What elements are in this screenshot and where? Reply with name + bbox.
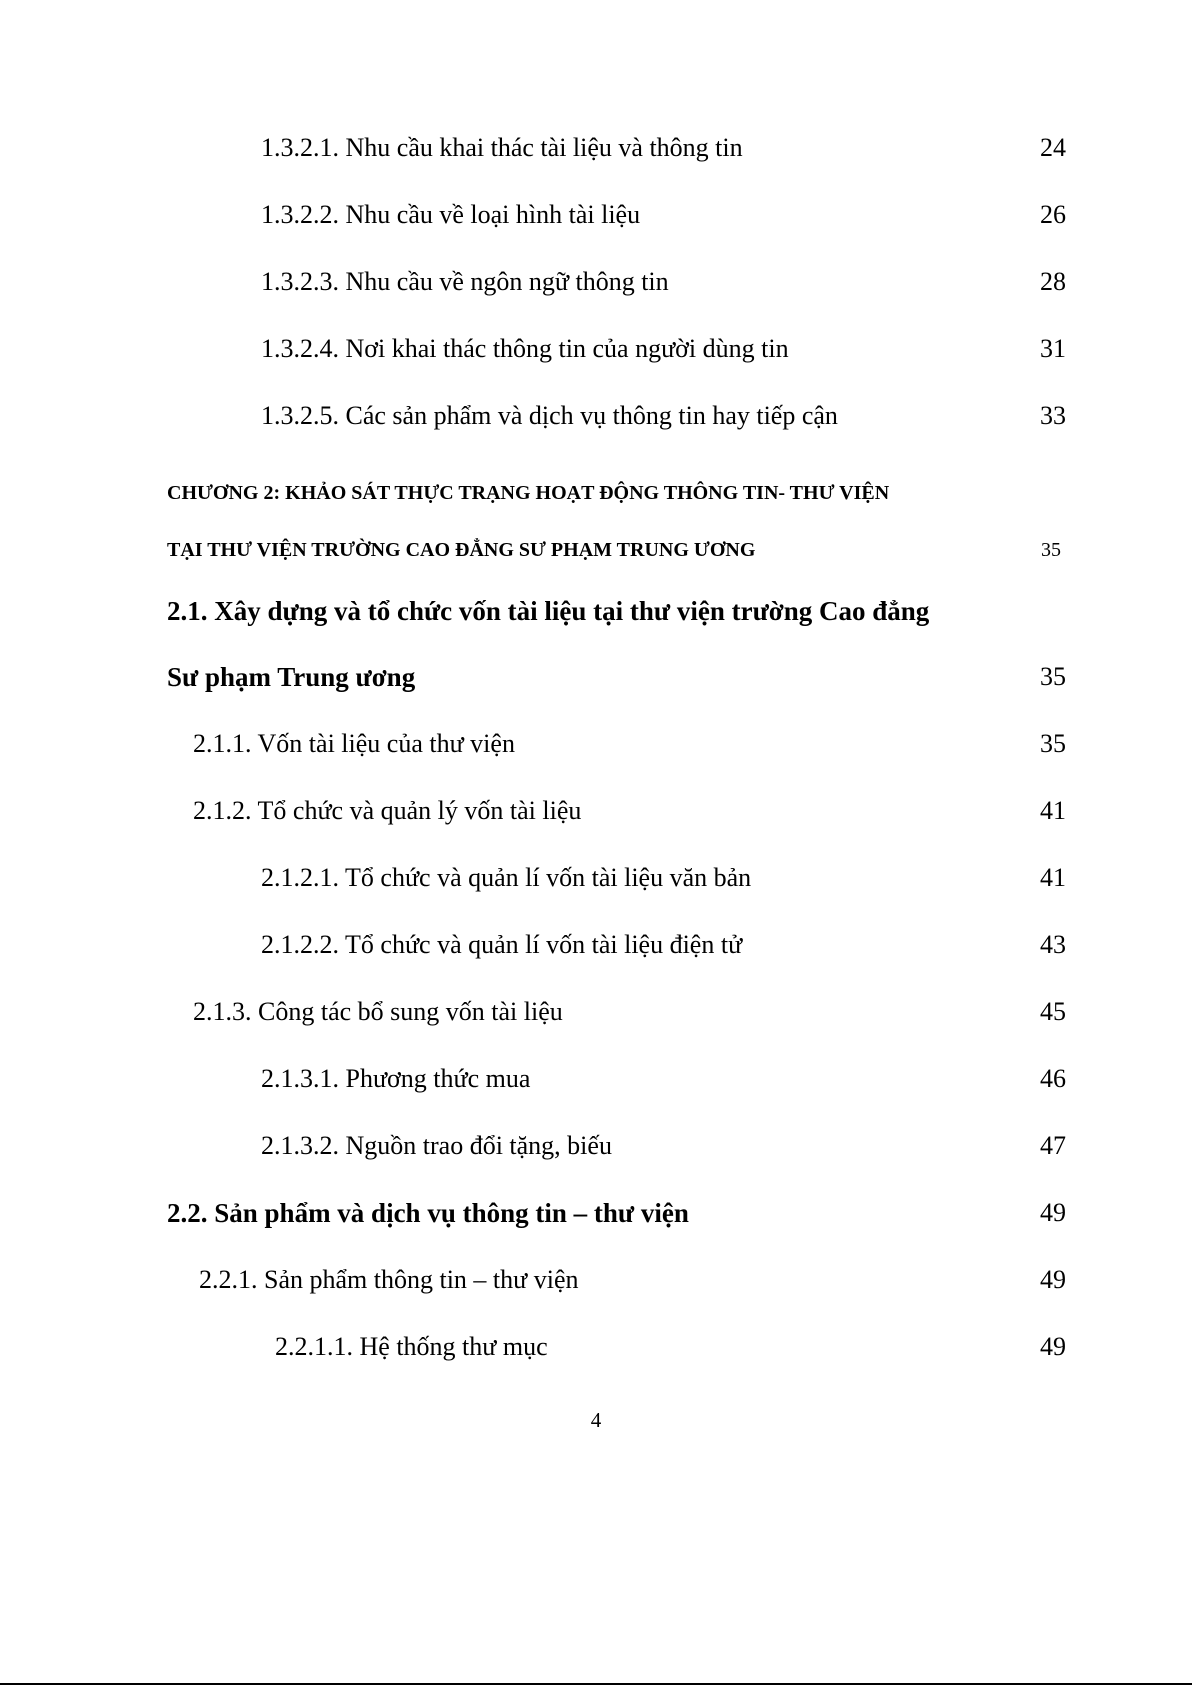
- toc-entry-title: 2.1.2.1. Tổ chức và quản lí vốn tài liệu văn bản: [261, 863, 752, 892]
- toc-entry: [0, 863, 1192, 903]
- toc-entry-page: 45: [1040, 997, 1066, 1026]
- toc-section-heading: [0, 1198, 1192, 1238]
- toc-entry-page: 49: [1040, 1198, 1066, 1227]
- toc-chapter-title: CHƯƠNG 2: KHẢO SÁT THỰC TRẠNG HOẠT ĐỘNG THÔNG TIN- THƯ VIỆN: [167, 482, 890, 504]
- toc-entry-page: 49: [1040, 1332, 1066, 1361]
- toc-entry-title: 1.3.2.5. Các sản phẩm và dịch vụ thông tin hay tiếp cận: [261, 401, 838, 430]
- toc-entry-title: 2.1.3.1. Phương thức mua: [261, 1064, 531, 1093]
- toc-entry-title: 2.2.1.1. Hệ thống thư mục: [275, 1332, 548, 1361]
- toc-entry-page: 35: [1041, 539, 1061, 561]
- toc-entry-title: 1.3.2.4. Nơi khai thác thông tin của người dùng tin: [261, 334, 789, 363]
- toc-entry: [0, 401, 1192, 441]
- toc-entry-title: 2.1.1. Vốn tài liệu của thư viện: [193, 729, 515, 758]
- toc-entry-page: 41: [1040, 796, 1066, 825]
- toc-entry-page: 26: [1040, 200, 1066, 229]
- toc-entry-page: 43: [1040, 930, 1066, 959]
- toc-section-heading: [0, 596, 1192, 636]
- toc-entry-title: 1.3.2.1. Nhu cầu khai thác tài liệu và thông tin: [261, 133, 743, 162]
- toc-entry-title: 2.1.2.2. Tổ chức và quản lí vốn tài liệu điện tử: [261, 930, 743, 959]
- toc-entry-page: 47: [1040, 1131, 1066, 1160]
- page-number: 4: [590, 1408, 602, 1432]
- toc-entry: [0, 997, 1192, 1037]
- toc-entry: [0, 1265, 1192, 1305]
- toc-entry-page: 46: [1040, 1064, 1066, 1093]
- toc-section-title: 2.2. Sản phẩm và dịch vụ thông tin – thư viện: [167, 1198, 689, 1228]
- toc-entry: [0, 1131, 1192, 1171]
- toc-entry-title: 2.1.3. Công tác bổ sung vốn tài liệu: [193, 997, 563, 1026]
- toc-section-title: Sư phạm Trung ương: [167, 662, 416, 692]
- toc-entry: [0, 729, 1192, 769]
- toc-entry-title: 1.3.2.3. Nhu cầu về ngôn ngữ thông tin: [261, 267, 669, 296]
- toc-entry: [0, 334, 1192, 374]
- toc-entry-page: 24: [1040, 133, 1066, 162]
- toc-entry-page: 49: [1040, 1265, 1066, 1294]
- toc-entry: [0, 200, 1192, 240]
- toc-entry: [0, 1332, 1192, 1372]
- toc-section-heading: [0, 662, 1192, 702]
- toc-entry-title: 1.3.2.2. Nhu cầu về loại hình tài liệu: [261, 200, 641, 229]
- toc-entry-page: 31: [1040, 334, 1066, 363]
- toc-chapter-heading: [0, 539, 1192, 579]
- toc-chapter-heading: [0, 482, 1192, 522]
- toc-entry: [0, 796, 1192, 836]
- toc-entry-page: 28: [1040, 267, 1066, 296]
- toc-entry-page: 41: [1040, 863, 1066, 892]
- toc-entry-page: 35: [1040, 662, 1066, 691]
- toc-entry-title: 2.1.2. Tổ chức và quản lý vốn tài liệu: [193, 796, 582, 825]
- toc-entry: [0, 133, 1192, 173]
- toc-entry: [0, 930, 1192, 970]
- toc-entry: [0, 1064, 1192, 1104]
- toc-entry-title: 2.1.3.2. Nguồn trao đổi tặng, biếu: [261, 1131, 612, 1160]
- toc-entry-page: 33: [1040, 401, 1066, 430]
- toc-chapter-title: TẠI THƯ VIỆN TRƯỜNG CAO ĐẲNG SƯ PHẠM TRUNG ƯƠNG: [167, 539, 756, 561]
- toc-entry-title: 2.2.1. Sản phẩm thông tin – thư viện: [199, 1265, 579, 1294]
- toc-entry: [0, 267, 1192, 307]
- toc-entry-page: 35: [1040, 729, 1066, 758]
- toc-section-title: 2.1. Xây dựng và tổ chức vốn tài liệu tại thư viện trường Cao đẳng: [167, 596, 930, 626]
